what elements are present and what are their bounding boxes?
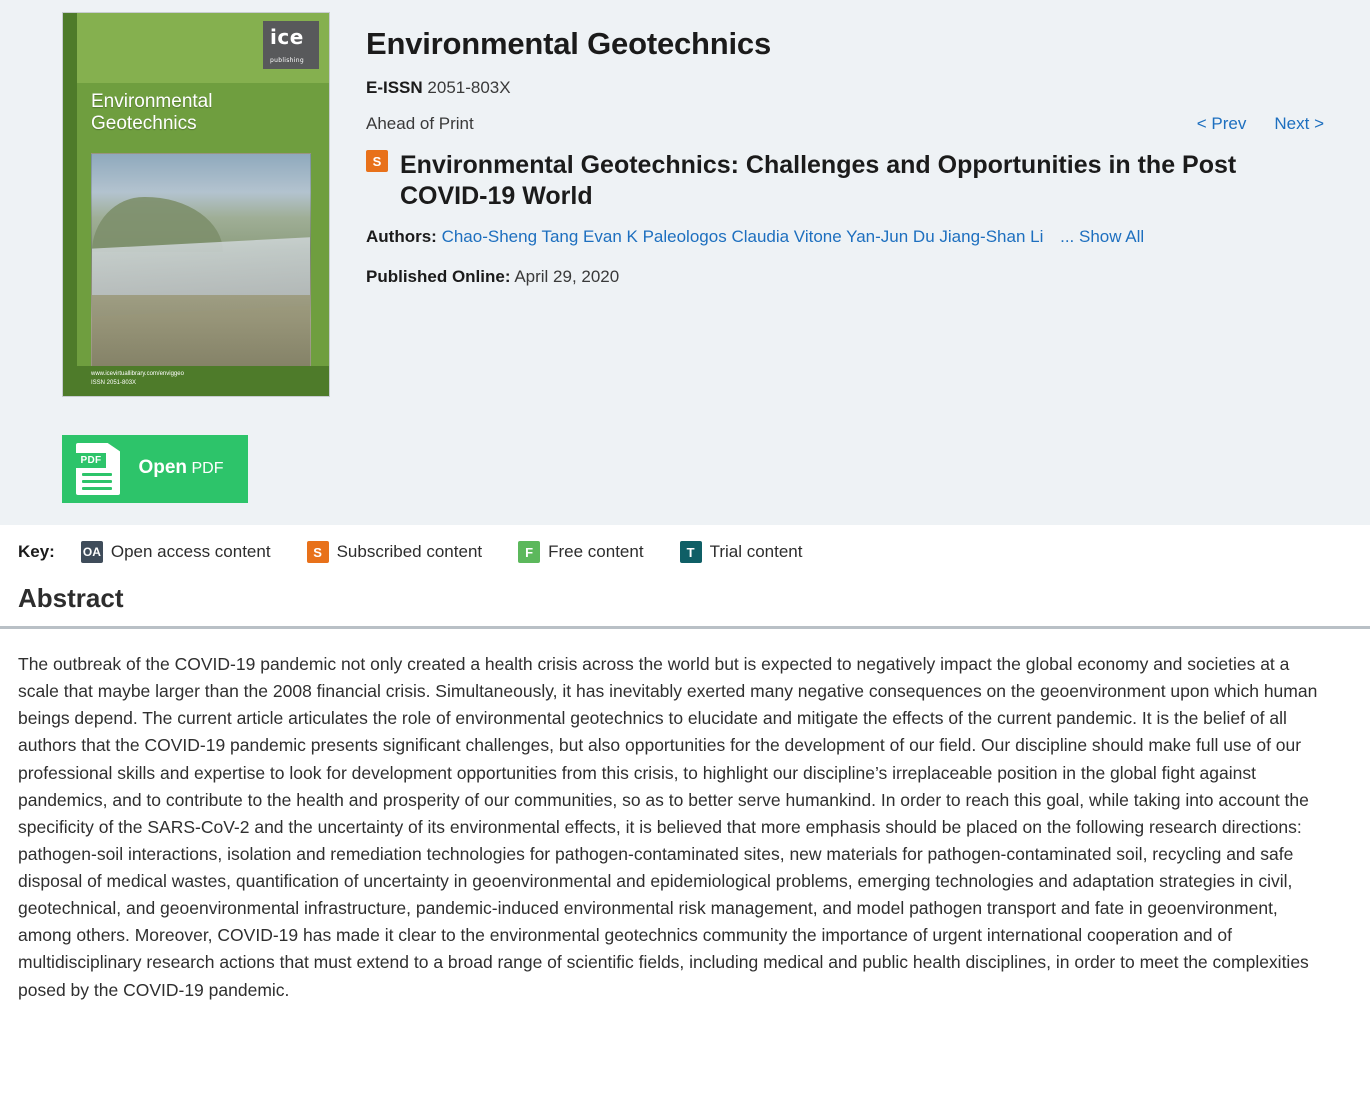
author-link[interactable]: Evan K Paleologos: [583, 226, 727, 246]
subscribed-badge: S: [307, 541, 329, 563]
author-link[interactable]: Jiang-Shan Li: [939, 226, 1044, 246]
subscribed-content-badge: S: [366, 150, 388, 172]
pdf-icon-label: PDF: [76, 453, 106, 468]
key-item-subscribed: [307, 541, 483, 563]
author-link[interactable]: Yan-Jun Du: [846, 226, 935, 246]
open-pdf-button[interactable]: [62, 435, 248, 503]
author-link[interactable]: Chao-Sheng Tang: [441, 226, 579, 246]
abstract-heading: Abstract: [18, 583, 124, 613]
open-pdf-button-text: [124, 458, 238, 480]
key-item-label: Trial content: [709, 542, 803, 561]
key-item-free: [518, 541, 643, 563]
open-access-badge: OA: [81, 541, 103, 563]
prev-link[interactable]: < Prev: [1196, 114, 1247, 133]
published-online-date: April 29, 2020: [514, 266, 620, 286]
cover-left-strip: [63, 13, 77, 396]
key-item-trial: [680, 541, 803, 563]
published-online-label: Published Online:: [366, 266, 511, 286]
cover-title: [91, 91, 212, 136]
authors-row: [366, 227, 1324, 247]
article-metadata-column: [330, 12, 1370, 287]
cover-footer: [91, 370, 184, 388]
eissn-label: E-ISSN: [366, 78, 423, 97]
eissn-row: [366, 78, 1324, 98]
pdf-icon: [72, 441, 124, 497]
article-header-banner: [0, 0, 1370, 525]
ice-publishing-logo: [263, 21, 319, 69]
journal-cover-image[interactable]: [62, 12, 330, 397]
abstract-text: The outbreak of the COVID-19 pandemic not only created a health crisis across the world but is expected to negatively impact the global economy and societies at a scale that maybe larger than the 2008 financial crisis. Simultaneously, it has inevitably exerted many negative consequences on the geoenvironment upon which human beings depend. The current article articulates the role of environmental geotechnics to elucidate and mitigate the effects of the current pandemic. It is the belief of all authors that the COVID-19 pandemic presents significant challenges, but also opportunities for the development of our field. Our discipline should make full use of our professional skills and expertise to look for development opportunities from this crisis, to highlight our discipline’s irreplaceable position in the global fight against pandemics, and to contribute to the health and prosperity of our communities, so as to better serve humankind. In order to reach this goal, while taking into account the specificity of the SARS-CoV-2 and the uncertainty of its environmental effects, it is believed that more emphasis should be placed on the following research directions: pathogen-soil interactions, isolation and remediation technologies for pathogen-contaminated sites, new materials for pathogen-contaminated soil, recycling and safe disposal of medical wastes, quantification of uncertainty in geoenvironmental and epidemiological problems, emerging technologies and adaptation strategies in civil, geotechnical, and geoenvironmental infrastructure, pandemic-induced environmental risk management, and model pathogen transport and fate in geoenvironment, among others. Moreover, COVID-19 has made it clear to the environmental geotechnics community the importance of urgent international cooperation and of multidisciplinary research actions that must extend to a broad range of scientific fields, including medical and public health disciplines, in order to meet the complexities posed by the COVID-19 pandemic.: [18, 654, 1318, 1000]
cover-title-line1: Environmental: [91, 91, 213, 112]
ice-logo-text: ice: [270, 25, 304, 49]
key-item-label: Open access content: [110, 542, 271, 561]
open-pdf-label-line2: PDF: [191, 460, 224, 478]
eissn-value: 2051-803X: [427, 78, 511, 97]
access-key-legend: [0, 525, 1370, 575]
key-item-label: Subscribed content: [336, 542, 483, 561]
next-link[interactable]: Next >: [1274, 114, 1324, 133]
cover-footer-issn: ISSN 2051-803X: [91, 380, 137, 386]
journal-title: Environmental Geotechnics: [366, 26, 771, 61]
authors-label: Authors:: [366, 226, 437, 246]
abstract-divider: [0, 626, 1370, 629]
cover-photo-bank: [92, 295, 310, 367]
article-title-row: [366, 150, 1324, 213]
cover-footer-url: www.icevirtuallibrary.com/enviggeo: [91, 371, 184, 377]
published-online-row: [366, 267, 1324, 287]
cover-photograph: [91, 153, 311, 368]
show-all-authors-link[interactable]: ... Show All: [1060, 226, 1145, 246]
article-title[interactable]: Environmental Geotechnics: Challenges and Opportunities in the Post COVID-19 World: [400, 151, 1237, 211]
cover-column: [0, 12, 330, 503]
key-item-label: Free content: [548, 542, 644, 561]
author-link[interactable]: Claudia Vitone: [731, 226, 842, 246]
trial-badge: T: [680, 541, 702, 563]
ahead-of-print-row: [366, 114, 1324, 134]
open-pdf-label-line1: Open: [138, 457, 188, 479]
ahead-of-print-label: Ahead of Print: [366, 114, 474, 133]
cover-title-line2: Geotechnics: [91, 113, 197, 135]
key-label: Key:: [18, 542, 55, 561]
free-badge: F: [518, 541, 540, 563]
ice-logo-subtext: publishing: [270, 57, 304, 64]
pagination-controls: [1197, 114, 1324, 134]
key-item-open-access: [81, 541, 271, 563]
